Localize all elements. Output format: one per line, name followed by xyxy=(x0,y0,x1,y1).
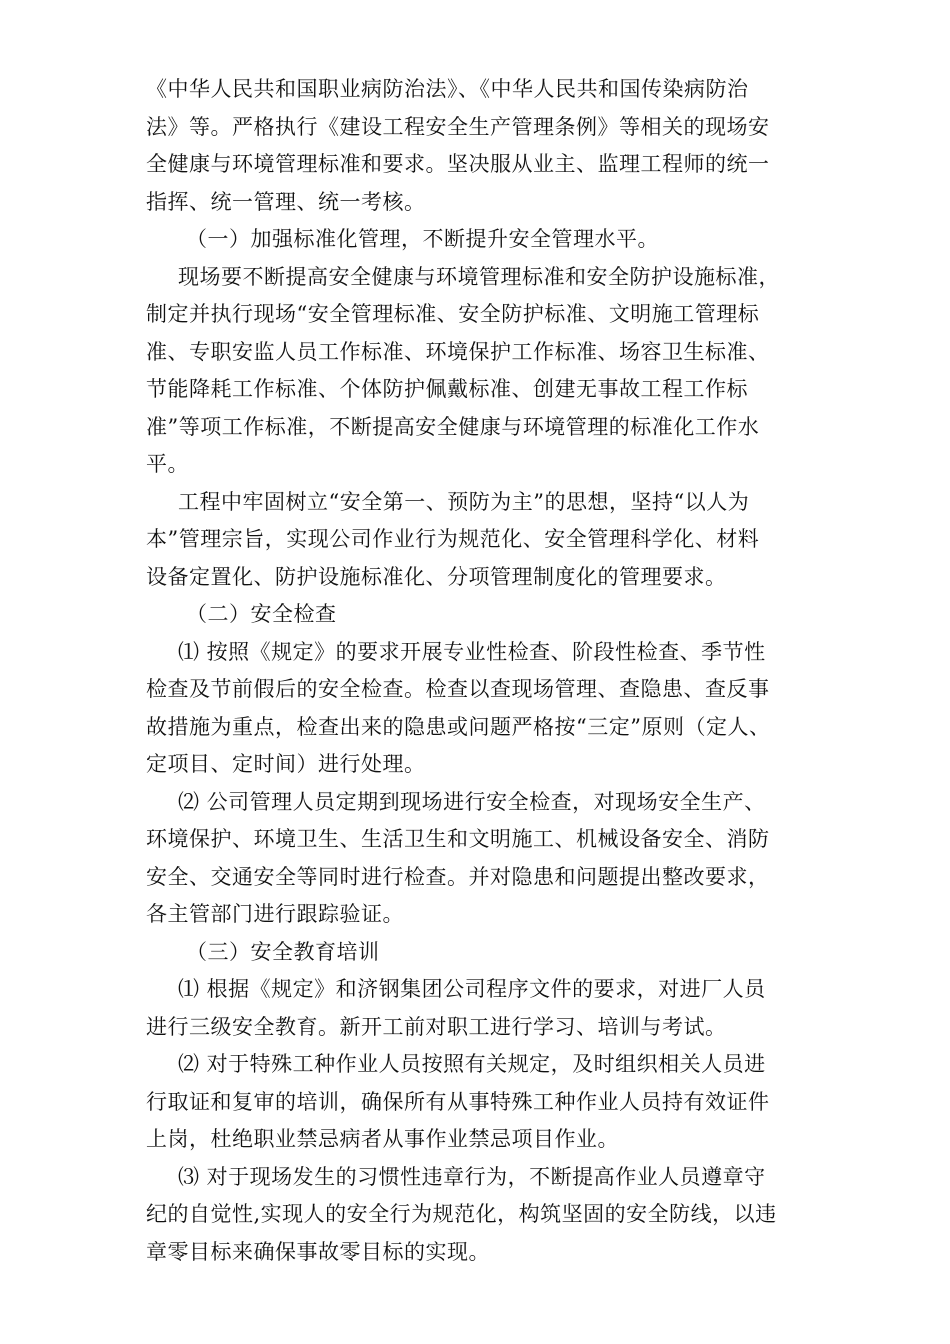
text-line: 定项目、定时间）进行处理。 xyxy=(146,752,426,776)
text-line: 各主管部门进行跟踪验证。 xyxy=(146,902,404,926)
text-line: 准、专职安监人员工作标准、环境保护工作标准、场容卫生标准、 xyxy=(146,339,770,364)
text-line: 进行三级安全教育。新开工前对职工进行学习、培训与考试。 xyxy=(146,1014,727,1039)
heading-text: （三）安全教育培训 xyxy=(186,939,380,964)
text-line: 指挥、统一管理、统一考核。 xyxy=(146,189,426,214)
text-line: 设备定置化、防护设施标准化、分项管理制度化的管理要求。 xyxy=(146,564,727,589)
section-heading xyxy=(146,596,826,634)
text-line: ⑴ 根据《规定》和济钢集团公司程序文件的要求，对进厂人员 xyxy=(178,977,766,1001)
text-line: 检查及节前假后的安全检查。检查以查现场管理、查隐患、查反事 xyxy=(146,677,770,701)
heading-text: （一）加强标准化管理，不断提升安全管理水平。 xyxy=(186,227,659,251)
text-line: 《中华人民共和国职业病防治法》、《中华人民共和国传染病防治 xyxy=(146,77,749,101)
text-line: 节能降耗工作标准、个体防护佩戴标准、创建无事故工程工作标 xyxy=(146,377,748,401)
paragraph xyxy=(146,71,826,221)
paragraph xyxy=(146,259,826,484)
text-line: 安全、交通安全等同时进行检查。并对隐患和问题提出整改要求， xyxy=(146,864,770,889)
text-line: 准”等项工作标准，不断提高安全健康与环境管理的标准化工作水 xyxy=(146,414,760,439)
paragraph xyxy=(146,634,826,784)
text-line: 行取证和复审的培训，确保所有从事特殊工种作业人员持有效证件 xyxy=(146,1089,770,1114)
paragraph xyxy=(146,784,826,934)
paragraph xyxy=(146,1159,826,1272)
document-body xyxy=(146,71,826,1271)
section-heading xyxy=(146,934,826,972)
text-line: ⑵ 公司管理人员定期到现场进行安全检查，对现场安全生产、 xyxy=(178,789,766,814)
text-line: 制定并执行现场“安全管理标准、安全防护标准、文明施工管理标 xyxy=(146,302,760,326)
paragraph xyxy=(146,1046,826,1159)
text-line: 故措施为重点，检查出来的隐患或问题严格按“三定”原则（定人、 xyxy=(146,714,771,739)
text-line: 法》等。严格执行《建设工程安全生产管理条例》等相关的现场安 xyxy=(146,114,770,139)
text-line: 现场要不断提高安全健康与环境管理标准和安全防护设施标准， xyxy=(178,264,780,289)
section-heading xyxy=(146,221,826,259)
heading-text: （二）安全检查 xyxy=(186,602,337,626)
text-line: 平。 xyxy=(146,452,189,476)
text-line: 全健康与环境管理标准和要求。坚决服从业主、监理工程师的统一 xyxy=(146,152,770,176)
text-line: ⑶ 对于现场发生的习惯性违章行为，不断提高作业人员遵章守 xyxy=(178,1164,766,1189)
text-line: 工程中牢固树立“安全第一、预防为主”的思想，坚持“以人为 xyxy=(178,489,750,514)
paragraph xyxy=(146,971,826,1046)
text-line: 环境保护、环境卫生、生活卫生和文明施工、机械设备安全、消防 xyxy=(146,827,770,851)
text-line: 本”管理宗旨，实现公司作业行为规范化、安全管理科学化、材料 xyxy=(146,527,760,551)
text-line: 章零目标来确保事故零目标的实现。 xyxy=(146,1239,490,1264)
text-line: ⑴ 按照《规定》的要求开展专业性检查、阶段性检查、季节性 xyxy=(178,639,766,664)
text-line: 上岗，杜绝职业禁忌病者从事作业禁忌项目作业。 xyxy=(146,1127,619,1151)
paragraph xyxy=(146,484,826,597)
text-line: 纪的自觉性,实现人的安全行为规范化，构筑坚固的安全防线，以违 xyxy=(146,1202,777,1226)
text-line: ⑵ 对于特殊工种作业人员按照有关规定，及时组织相关人员进 xyxy=(178,1052,766,1076)
